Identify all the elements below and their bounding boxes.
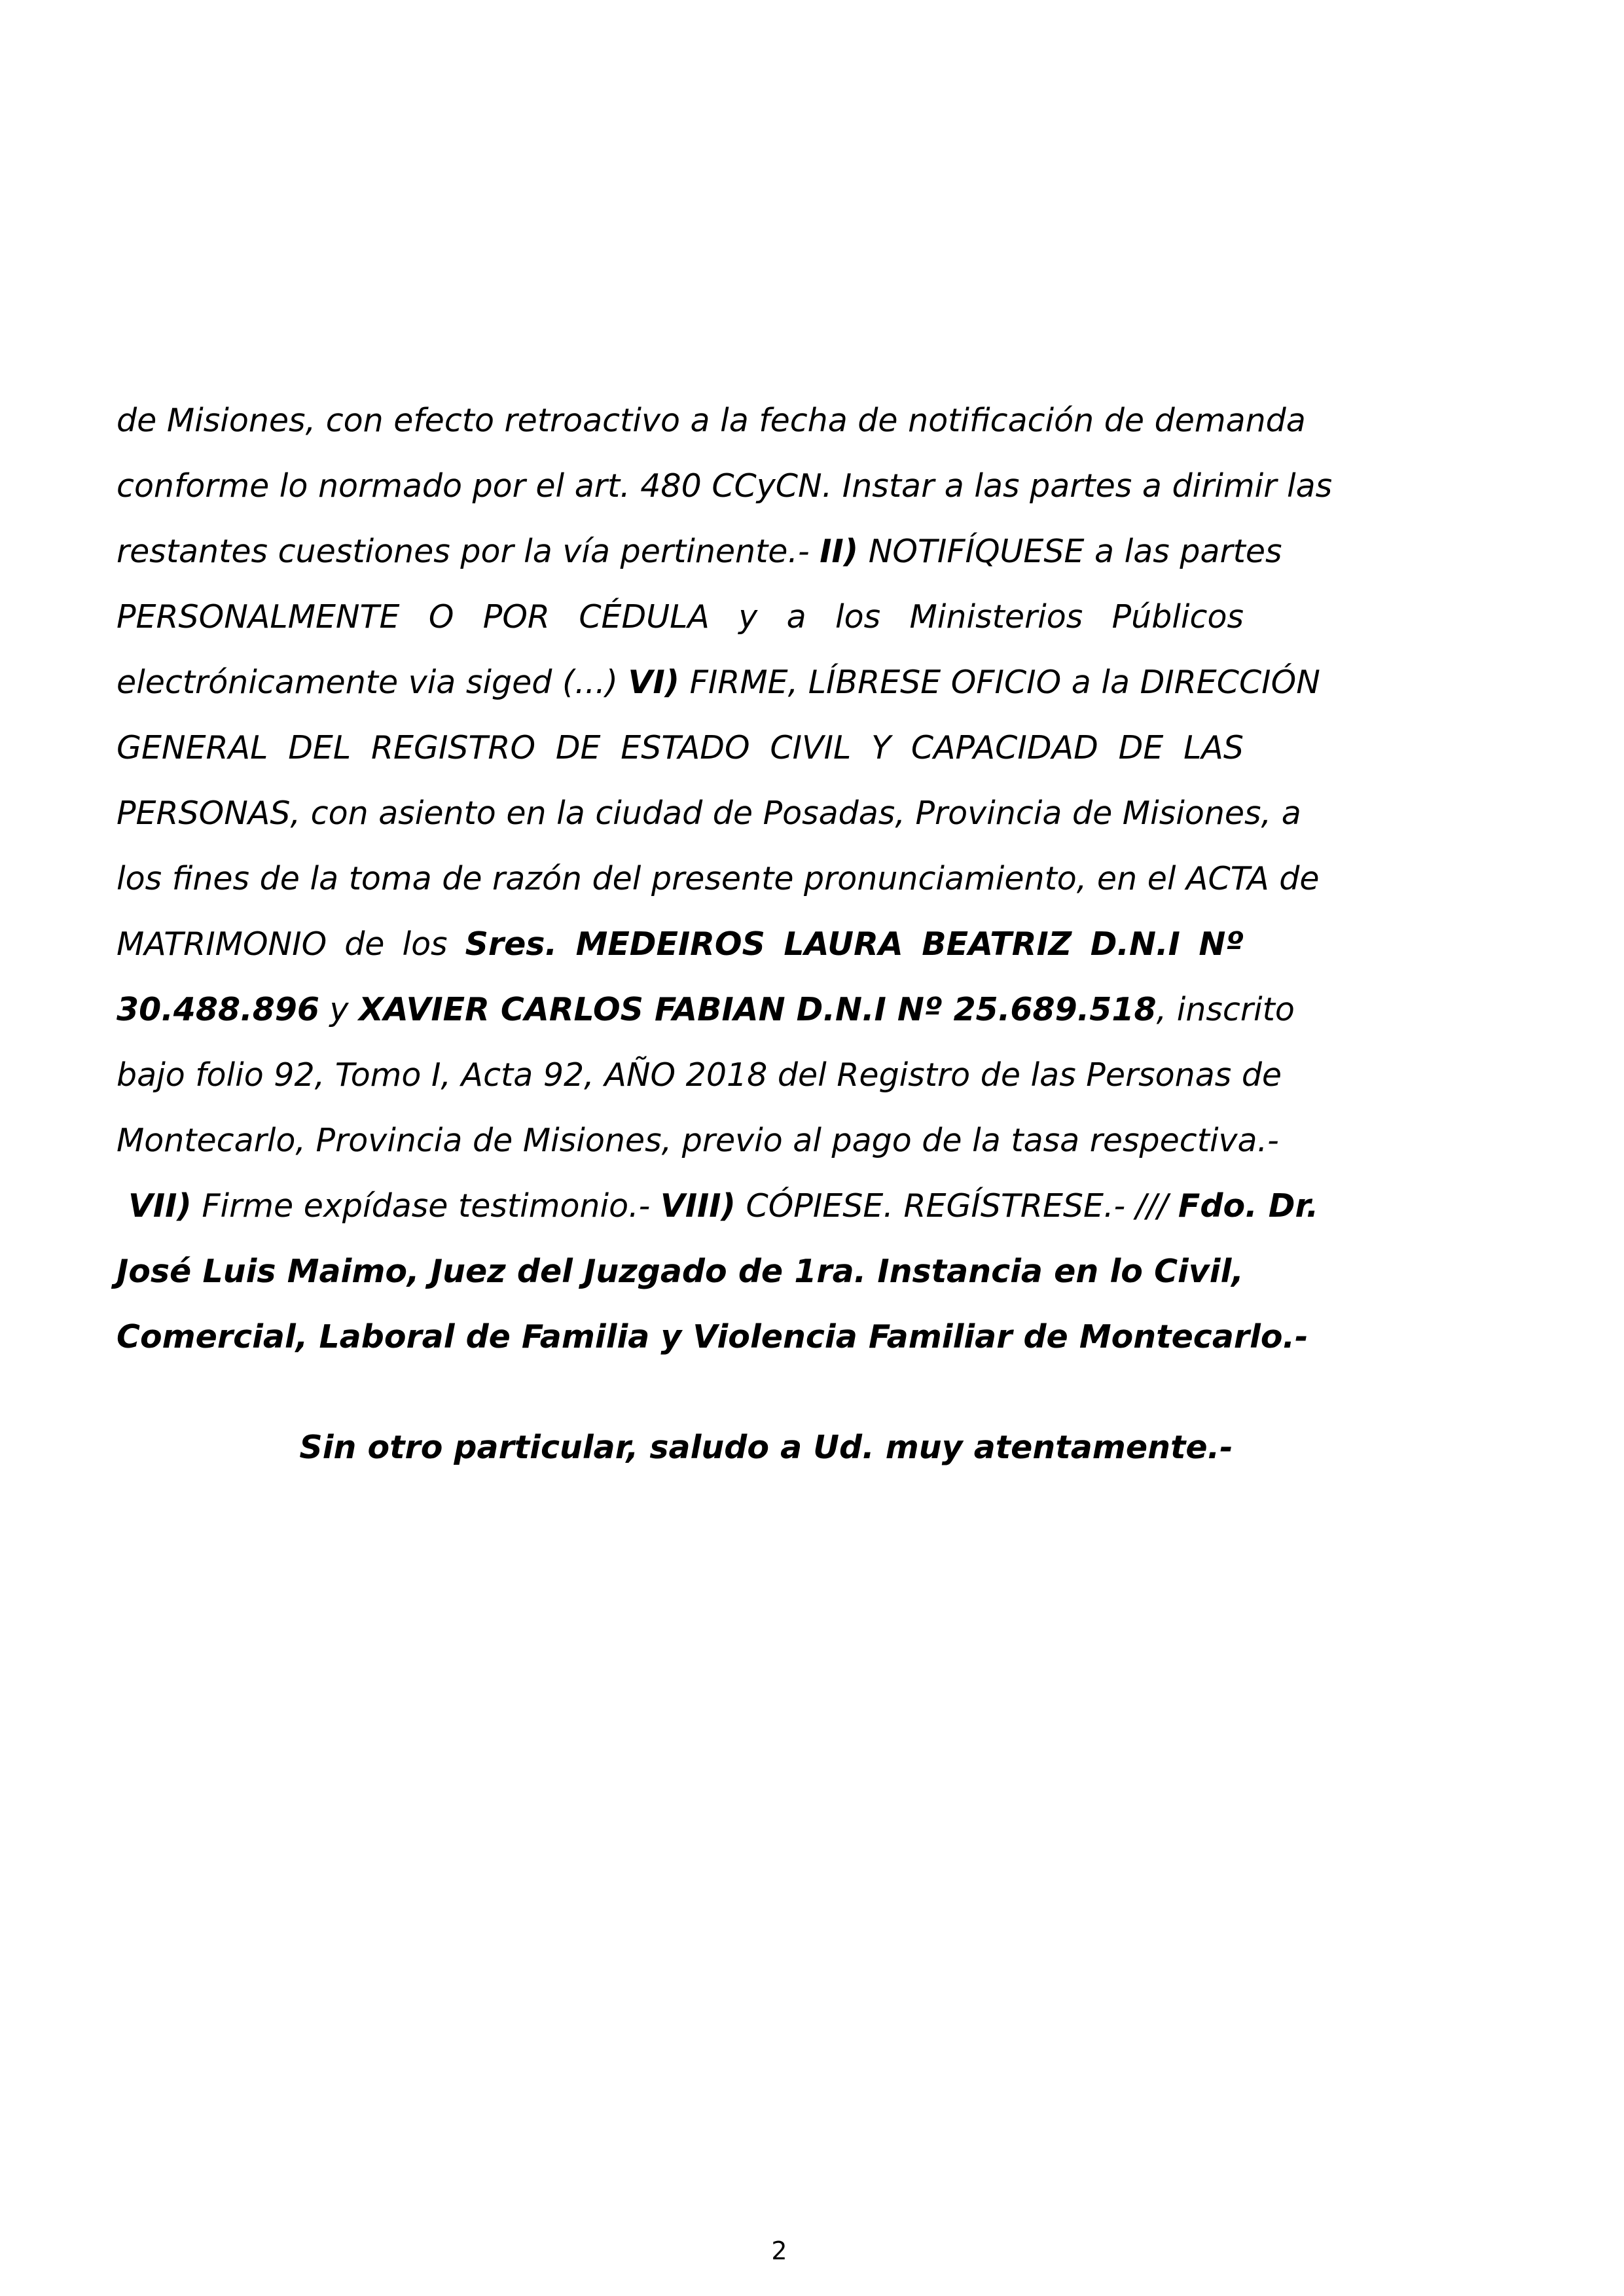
- body-text: los fines de la toma de razón del presente pronunciamiento, en el ACTA de: [117, 860, 1320, 897]
- body-text: PERSONALMENTE O POR CÉDULA y a los Ministerios Públicos: [117, 598, 1244, 636]
- signature-text: José Luis Maimo, Juez del Juzgado de 1ra. Instancia en lo Civil,: [117, 1253, 1244, 1290]
- body-text: CÓPIESE. REGÍSTRESE.- ///: [735, 1187, 1178, 1225]
- section-marker-vi: VI): [628, 664, 680, 701]
- body-text: Firme expídase testimonio.-: [191, 1187, 660, 1225]
- body-text: bajo folio 92, Tomo I, Acta 92, AÑO 2018 del Registro de las Personas de: [117, 1056, 1282, 1094]
- body-line-11: [117, 1056, 1282, 1095]
- body-line-5: [117, 663, 1320, 702]
- body-line-4: [117, 598, 1244, 637]
- body-line-9: [117, 925, 1244, 964]
- body-text: FIRME, LÍBRESE OFICIO a la DIRECCIÓN: [679, 664, 1320, 701]
- body-line-8: [117, 859, 1320, 899]
- party-dni-1: 30.488.896: [117, 991, 319, 1028]
- signature-text: Comercial, Laboral de Familia y Violencia Familiar de Montecarlo.-: [117, 1318, 1308, 1355]
- closing-salutation: Sin otro particular, saludo a Ud. muy atentamente.-: [299, 1429, 1233, 1466]
- body-line-14: [117, 1252, 1244, 1291]
- body-line-1: [117, 401, 1306, 440]
- section-marker-vii: VII): [128, 1187, 192, 1225]
- body-text: MATRIMONIO de los: [117, 925, 465, 963]
- body-text: electrónicamente via siged (...): [117, 664, 628, 701]
- body-text: PERSONAS, con asiento en la ciudad de Posadas, Provincia de Misiones, a: [117, 795, 1301, 832]
- body-line-6: [117, 728, 1244, 768]
- section-marker-viii: VIII): [660, 1187, 736, 1225]
- body-text: de Misiones, con efecto retroactivo a la fecha de notificación de demanda: [117, 402, 1306, 439]
- section-marker-ii: II): [820, 533, 859, 570]
- body-text: restantes cuestiones por la vía pertinente.-: [117, 533, 820, 570]
- signature-prefix: Fdo. Dr.: [1178, 1187, 1319, 1225]
- body-line-10: [117, 990, 1295, 1030]
- page-number: 2: [771, 2236, 787, 2265]
- body-text: NOTIFÍQUESE a las partes: [858, 533, 1282, 570]
- party-name-1: Sres. MEDEIROS LAURA BEATRIZ D.N.I Nº: [465, 925, 1244, 963]
- body-text: GENERAL DEL REGISTRO DE ESTADO CIVIL Y CAPACIDAD DE LAS: [117, 729, 1244, 766]
- body-text: , inscrito: [1156, 991, 1295, 1028]
- body-line-3: [117, 532, 1282, 571]
- body-text: y: [319, 991, 359, 1028]
- body-text: Montecarlo, Provincia de Misiones, previo al pago de la tasa respectiva.-: [117, 1122, 1279, 1159]
- body-line-7: [117, 794, 1301, 833]
- body-line-13: [128, 1187, 1319, 1226]
- body-line-2: [117, 467, 1333, 506]
- body-line-12: [117, 1121, 1279, 1160]
- body-text: conforme lo normado por el art. 480 CCyCN. Instar a las partes a dirimir las: [117, 467, 1333, 505]
- body-line-15: [117, 1318, 1308, 1357]
- party-name-2: XAVIER CARLOS FABIAN D.N.I Nº 25.689.518: [359, 991, 1157, 1028]
